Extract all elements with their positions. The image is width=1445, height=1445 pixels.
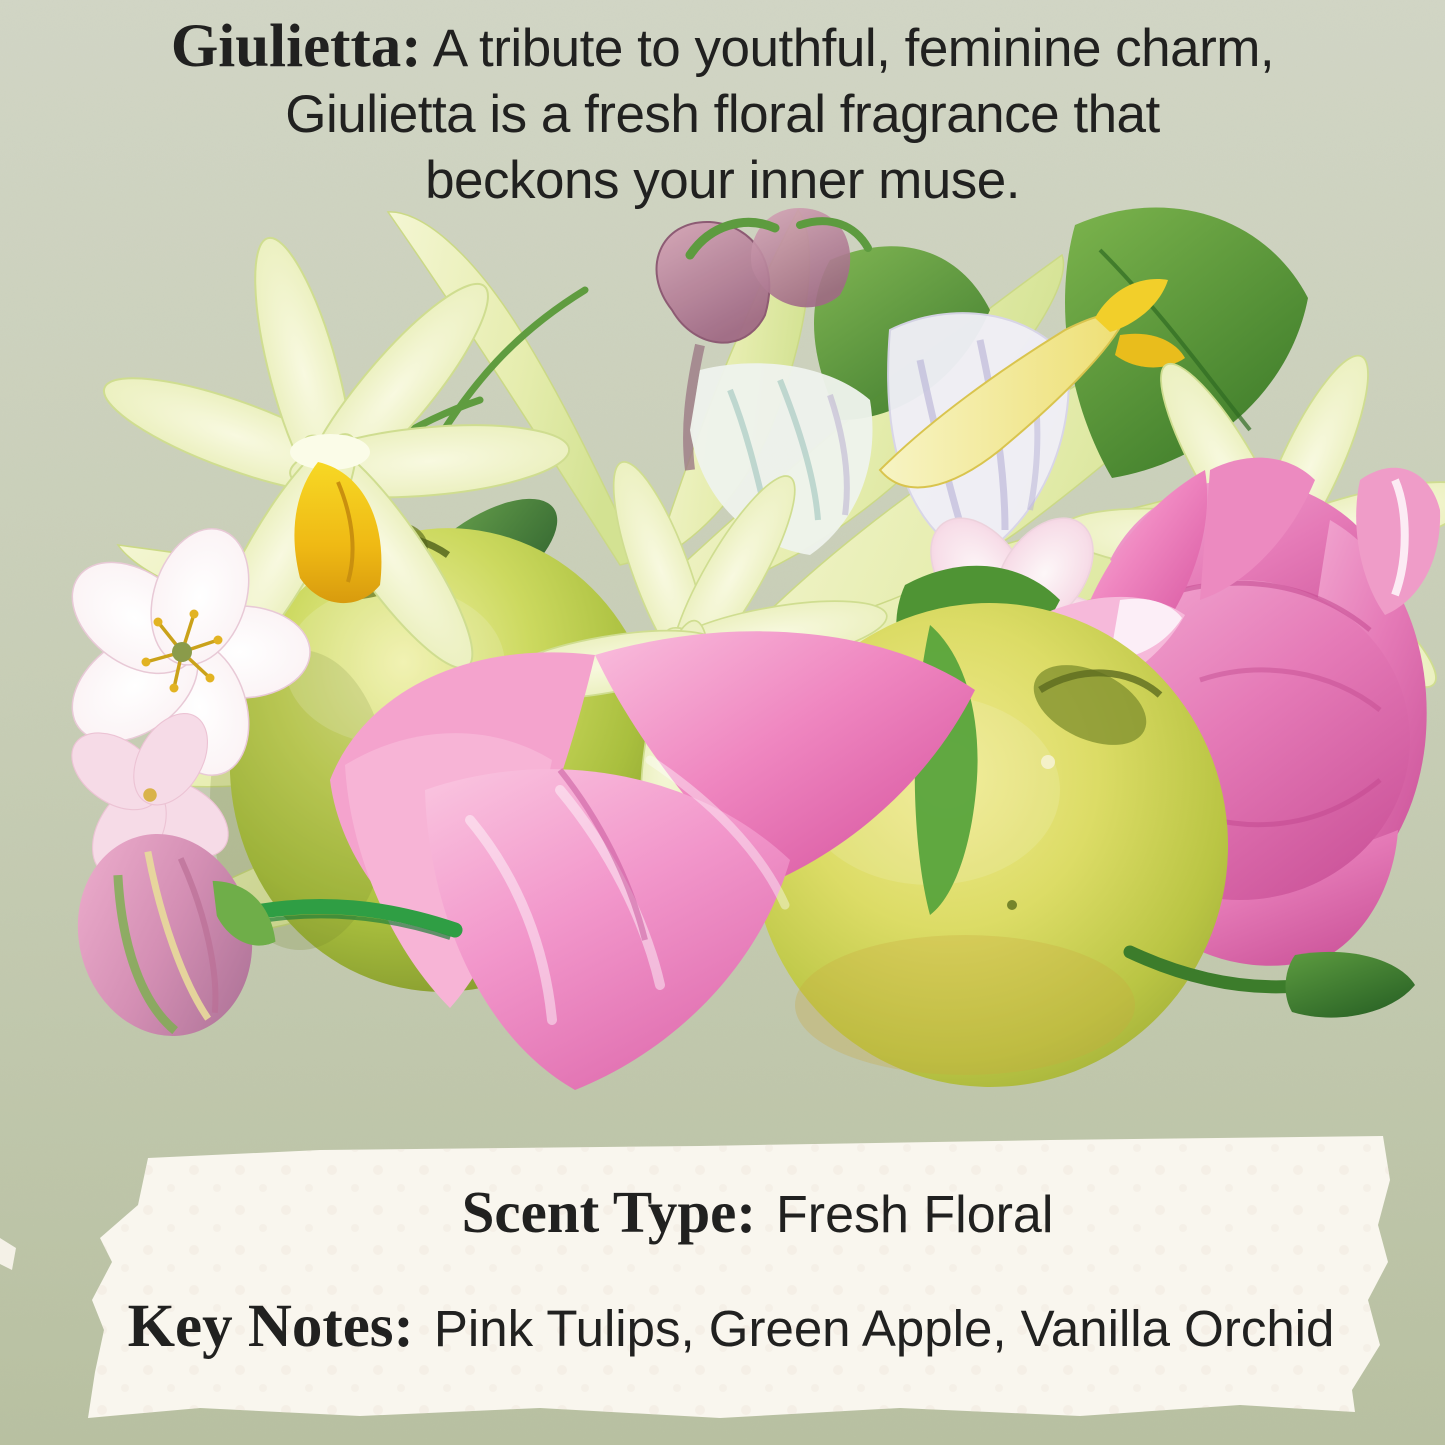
scent-type-label: Scent Type: (461, 1179, 757, 1245)
product-name: Giulietta: (170, 13, 422, 80)
key-notes-row (92, 1292, 1370, 1362)
key-notes-label: Key Notes: (127, 1293, 414, 1360)
headline-line-2: Giulietta is a fresh floral fragrance that (285, 85, 1160, 144)
headline-line-1-rest: A tribute to youthful, feminine charm, (432, 19, 1275, 78)
headline-line-3: beckons your inner muse. (425, 151, 1020, 210)
headline-line-1 (0, 14, 1445, 82)
headline (0, 14, 1445, 214)
scent-type-row (150, 1178, 1365, 1247)
key-notes-value: Pink Tulips, Green Apple, Vanilla Orchid (433, 1300, 1335, 1357)
scent-type-value: Fresh Floral (776, 1186, 1054, 1244)
